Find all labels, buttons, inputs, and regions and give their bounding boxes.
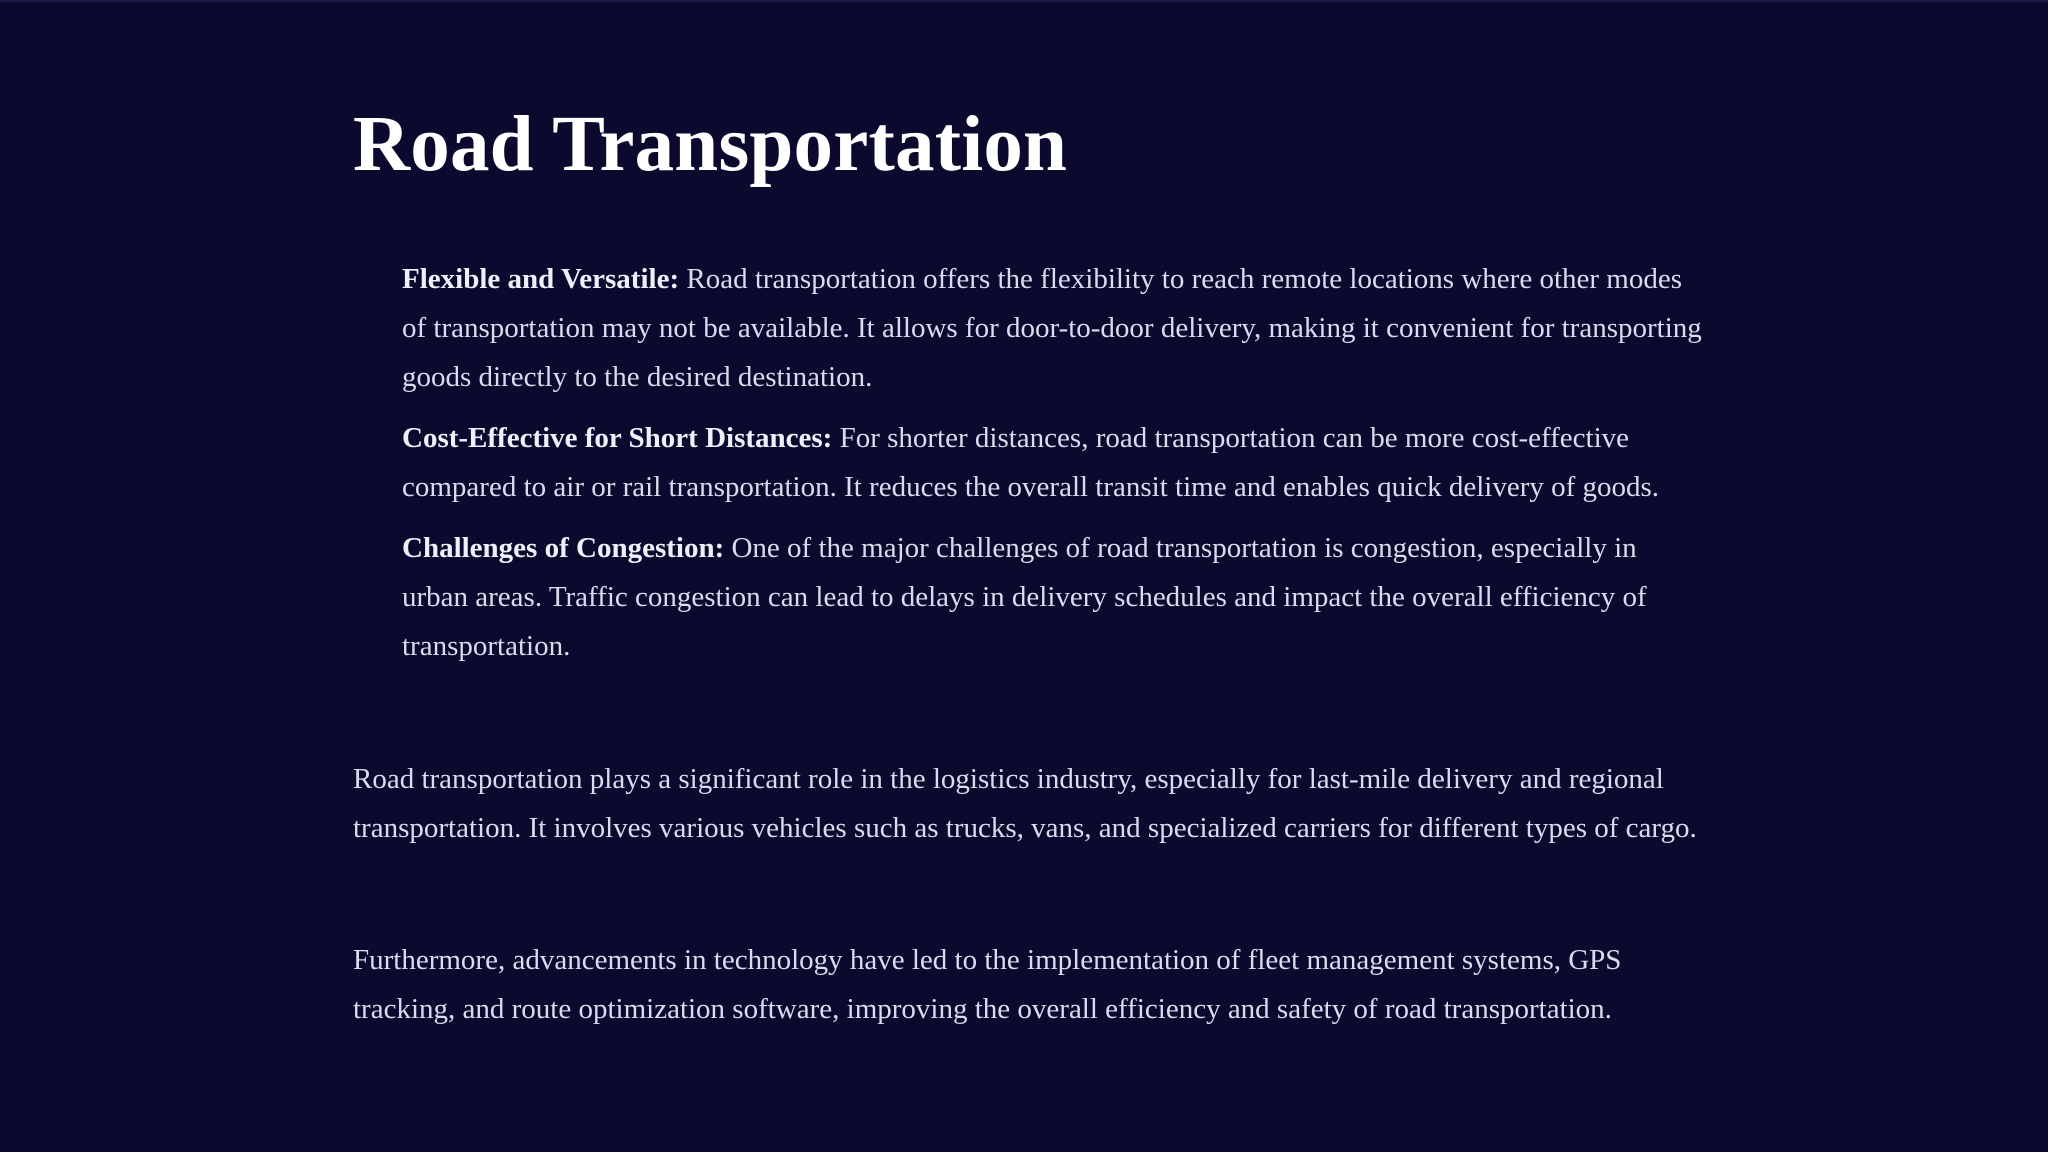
paragraph-role: Road transportation plays a significant role in the logistics industry, especially for last-mile delivery and regional transportation. It involves various vehicles such as trucks, vans, and specialized carriers for different types of cargo. <box>353 763 1697 844</box>
top-divider <box>0 0 2048 2</box>
bullet-heading: Challenges of Congestion: <box>402 532 725 564</box>
bullet-text: One of the major challenges of road transportation is congestion, especially in urban areas. Traffic congestion can lead to delays in delivery schedules and impact the overall efficiency of transportation. <box>402 532 1647 662</box>
bullet-text: Road transportation offers the flexibility to reach remote locations where other modes of transportation may not be available. It allows for door-to-door delivery, making it convenient for transporting goods directly to the desired destination. <box>402 263 1702 393</box>
bullet-text: For shorter distances, road transportation can be more cost-effective compared to air or rail transportation. It reduces the overall transit time and enables quick delivery of goods. <box>402 422 1660 503</box>
bullet-item-flexible <box>402 255 1702 402</box>
slide-title: Road Transportation <box>353 101 1068 188</box>
bullet-item-congestion <box>402 524 1702 671</box>
bullet-heading: Cost-Effective for Short Distances: <box>402 422 833 454</box>
slide <box>353 95 1705 1025</box>
bullet-item-cost-effective <box>402 414 1702 512</box>
bullet-list <box>402 255 1702 683</box>
bullet-heading: Flexible and Versatile: <box>402 263 680 295</box>
paragraph-technology: Furthermore, advancements in technology have led to the implementation of fleet management systems, GPS tracking, and route optimization software, improving the overall efficiency and safety of road transportation. <box>353 944 1622 1025</box>
